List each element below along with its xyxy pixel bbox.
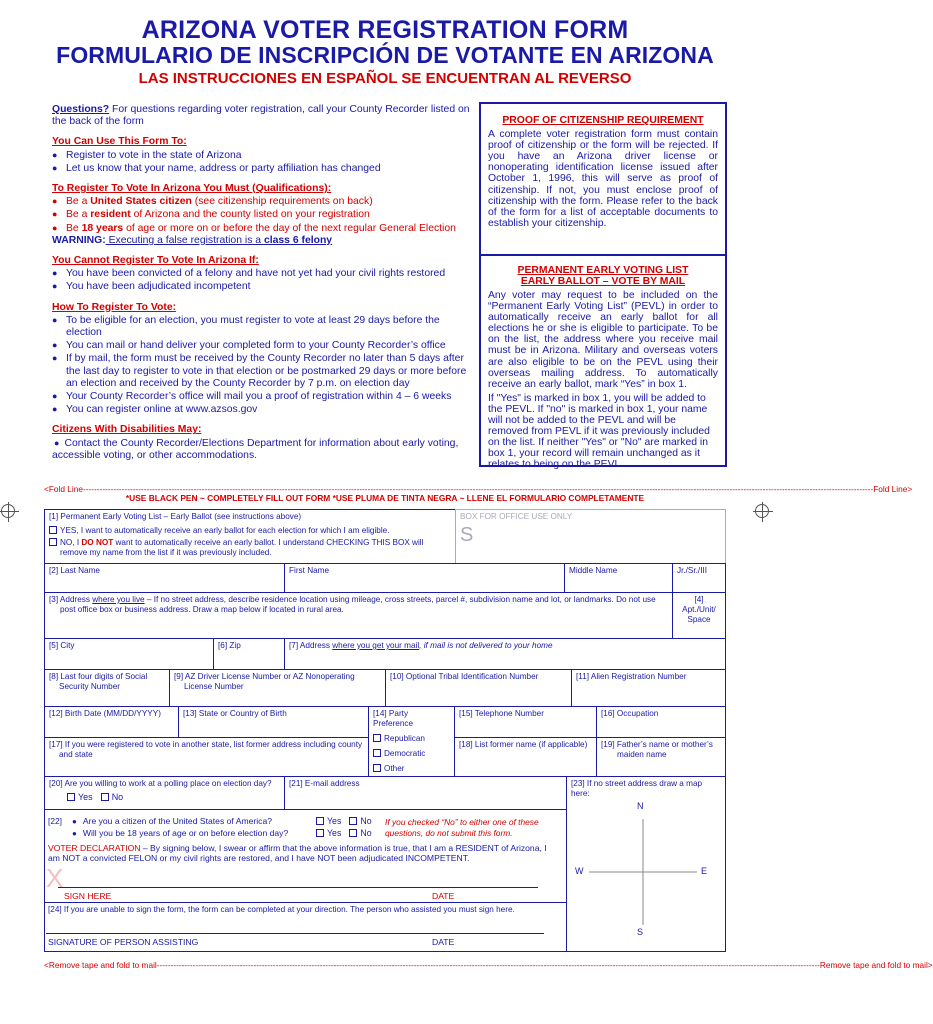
list-item: ● Be 18 years of age or more on or before the day of the next regular General Election <box>52 222 477 235</box>
form-title: ARIZONA VOTER REGISTRATION FORM <box>141 16 629 44</box>
assistant-date-label: DATE <box>432 937 455 947</box>
cannot-heading: You Cannot Register To Vote In Arizona If: <box>52 255 259 267</box>
residence-address-field[interactable]: [3] Address where you live – If no street address, describe residence location using mileage, cross streets, parcel #, subdivision name and lot, or landmarks. Do not use post office box or business address. Draw a map below if located in rural area. <box>44 592 673 639</box>
disabilities-heading: Citizens With Disabilities May: <box>52 424 202 436</box>
proof-text: A complete voter registration form must contain proof of citizenship or the form will be rejected. If you have an Arizona driver license or nonoperating identification license issued after October 1, 1996, this will serve as proof of citizenship. If not, you must enclose proof of citizenship with the form. Please refer to the back of the form for a list of acceptable documents to establish your citizenship. <box>488 129 718 229</box>
list-item: ● To be eligible for an election, you must register to vote at least 29 days before the election <box>52 314 477 339</box>
poll-worker-field: [20] Are you willing to work at a polling place on election day? Yes No <box>44 776 285 810</box>
other-party-checkbox[interactable] <box>373 764 381 772</box>
bottom-fold-line: <Remove tape and fold to mail ------------------------------------------------------------------------------------------------------------------------------------------------------------------------------------------------------------------------------------------------ Remove tape and fold to mail> <box>44 960 933 970</box>
birth-place-field[interactable]: [13] State or Country of Birth <box>178 706 369 738</box>
list-item: ● You have been convicted of a felony and have not yet had your civil rights restored <box>52 267 477 280</box>
age-yes-checkbox[interactable] <box>316 829 324 837</box>
list-item: ● You have been adjudicated incompetent <box>52 280 477 293</box>
signature-line[interactable] <box>58 887 538 888</box>
registration-mark-left <box>1 504 15 518</box>
poll-worker-yes-checkbox[interactable] <box>67 793 75 801</box>
questions-paragraph: Questions? For questions regarding voter registration, call your County Recorder listed on the back of the form <box>52 104 470 128</box>
last-name-field[interactable]: [2] Last Name <box>44 563 285 593</box>
list-item: ● You can mail or hand deliver your completed form to your County Recorder’s office <box>52 339 477 352</box>
apt-unit-field[interactable]: [4] Apt./Unit/ Space <box>672 592 726 639</box>
driver-license-field[interactable]: [9] AZ Driver License Number or AZ Nonoperating License Number <box>169 669 386 707</box>
former-name-field[interactable]: [18] List former name (if applicable) <box>454 737 597 777</box>
sign-x-mark: X <box>46 863 64 893</box>
divider <box>44 902 567 903</box>
use-heading: You Can Use This Form To: <box>52 136 187 148</box>
list-item: ● You can register online at www.azsos.gov <box>52 403 477 416</box>
how-heading: How To Register To Vote: <box>52 301 177 313</box>
compass-icon <box>567 777 725 951</box>
compass-south: S <box>637 927 644 937</box>
qualifications-heading: To Register To Vote In Arizona You Must (Qualifications): <box>52 183 332 195</box>
registration-form <box>44 509 726 952</box>
party-preference-field: [14] Party Preference Republican Democratic Other <box>368 706 455 776</box>
citizenship-answers: Yes No Yes No <box>316 816 372 839</box>
republican-checkbox[interactable] <box>373 734 381 742</box>
poll-worker-no-checkbox[interactable] <box>101 793 109 801</box>
field-22-label: [22] <box>48 816 62 826</box>
field-24-text: [24] If you are unable to sign the form, the form can be completed at your direction. The person who assisted you must sign here. <box>48 905 515 914</box>
date-label: DATE <box>432 891 455 901</box>
suffix-field[interactable]: Jr./Sr./III <box>672 563 726 593</box>
email-field[interactable]: [21] E-mail address <box>284 776 567 810</box>
list-item: ● Be a United States citizen (see citizenship requirements on back) <box>52 195 477 208</box>
compass-west: W <box>575 866 584 876</box>
divider <box>44 951 567 952</box>
pevl-heading: PERMANENT EARLY VOTING LIST <box>517 265 689 276</box>
parent-name-field[interactable]: [19] Father’s name or mother’s maiden name <box>596 737 726 777</box>
list-item: ● Register to vote in the state of Arizona <box>52 149 477 162</box>
pevl-yes-checkbox[interactable] <box>49 526 57 534</box>
form-title-spanish: FORMULARIO DE INSCRIPCIÓN DE VOTANTE EN ARIZONA <box>56 42 714 68</box>
disabilities-text: ● Contact the County Recorder/Elections Department for information about early voting, accessible voting, or other accommodations. <box>52 437 459 461</box>
occupation-field[interactable]: [16] Occupation <box>596 706 726 738</box>
telephone-field[interactable]: [15] Telephone Number <box>454 706 597 738</box>
instructions <box>52 104 477 462</box>
pevl-no-checkbox[interactable] <box>49 538 57 546</box>
pen-notice: *USE BLACK PEN ~ COMPLETELY FILL OUT FORM *USE PLUMA DE TINTA NEGRA ~ LLENE EL FORMULARIO COMPLETAMENTE <box>125 493 645 503</box>
proof-heading: PROOF OF CITIZENSHIP REQUIREMENT <box>502 115 704 126</box>
list-item: ● Be a resident of Arizona and the county listed on your registration <box>52 208 477 221</box>
office-use-box: BOX FOR OFFICE USE ONLY S <box>455 509 726 564</box>
sign-here-label: SIGN HERE <box>64 891 112 901</box>
mailing-address-field[interactable]: [7] Address where you get your mail, if mail is not delivered to your home <box>284 638 726 670</box>
list-item: ● Let us know that your name, address or party affiliation has changed <box>52 162 477 175</box>
citizen-no-checkbox[interactable] <box>349 817 357 825</box>
field-1-early-ballot: [1] Permanent Early Voting List – Early Ballot (see instructions above) YES, I want to automatically receive an early ballot for each election for which I am eligible. NO, I DO NOT want to automatically receive an early ballot. I understand CHECKING THIS BOX will remove my name from the list if it was previously included. <box>44 509 456 564</box>
ssn-field[interactable]: [8] Last four digits of Social Security Number <box>44 669 170 707</box>
birth-date-field[interactable]: [12] Birth Date (MM/DD/YYYY) <box>44 706 179 738</box>
citizenship-questions: ● Are you a citizen of the United States of America? ● Will you be 18 years of age or on before election day? <box>72 816 332 839</box>
registration-mark-right <box>755 504 769 518</box>
zip-field[interactable]: [6] Zip <box>213 638 285 670</box>
age-no-checkbox[interactable] <box>349 829 357 837</box>
warning: WARNING: Executing a false registration is a class 6 felony <box>52 234 333 246</box>
assistant-signature-line[interactable] <box>46 933 544 934</box>
list-item: ● If by mail, the form must be received by the County Recorder no later than 5 days after the last day to register to vote in that election or be postmarked 29 days or more before an election and received by the County Recorder by 7 p.m. on election day <box>52 352 477 390</box>
pevl-text-2: If "Yes" is marked in box 1, you will be added to the PEVL. If "no" is marked in box 1, your name will not be added to the PEVL and will be removed from PEVL if it was previously included on the list. If neither "Yes" or "No" are marked in box 1, your record will remain unchanged as it relates to being on the PEVL. <box>488 392 710 471</box>
list-item: ● Your County Recorder’s office will mail you a proof of registration within 4 – 6 weeks <box>52 390 477 403</box>
spanish-instructions-note: LAS INSTRUCCIONES EN ESPAÑOL SE ENCUENTRAN AL REVERSO <box>138 70 632 87</box>
middle-name-field[interactable]: Middle Name <box>564 563 673 593</box>
pevl-text: Any voter may request to be included on the “Permanent Early Voting List” (PEVL) in order to automatically receive an early ballot for all elections he or she is eligible to participate. To be on the list, the address where you receive mail must be in Arizona. Military and overseas voters are also eligible to be on the PEVL using their overseas mailing address. To automatically receive an early ballot, mark “Yes” in box 1. <box>488 290 718 390</box>
tribal-id-field[interactable]: [10] Optional Tribal Identification Number <box>385 669 572 707</box>
fold-line: <Fold Line ---------------------------------------------------------------------------------------------------------------------------------------------------------------------------------------------------------------------------------------------------------------------------------------------- Fold Line> <box>44 484 913 494</box>
democratic-checkbox[interactable] <box>373 749 381 757</box>
voter-declaration: VOTER DECLARATION – By signing below, I swear or affirm that the above information is true, that I am a RESIDENT of Arizona, I am NOT a convicted FELON or my civil rights are restored, and I have NOT been adjudicated INCOMPETENT. <box>48 843 547 864</box>
map-field[interactable]: [23] If no street address draw a map here: N S W E <box>566 776 726 952</box>
alien-registration-field[interactable]: [11] Alien Registration Number <box>571 669 726 707</box>
citizen-yes-checkbox[interactable] <box>316 817 324 825</box>
first-name-field[interactable]: First Name <box>284 563 565 593</box>
former-address-field[interactable]: [17] If you were registered to vote in another state, list former address including county and state <box>44 737 369 777</box>
pevl-subheading: EARLY BALLOT – VOTE BY MAIL <box>520 276 686 287</box>
city-field[interactable]: [5] City <box>44 638 214 670</box>
compass-north: N <box>637 801 644 811</box>
citizenship-warning: If you checked “No” to either one of these questions, do not submit this form. <box>385 817 539 839</box>
compass-east: E <box>701 866 708 876</box>
assistant-signature-label: SIGNATURE OF PERSON ASSISTING <box>48 937 199 947</box>
sidebar-box <box>479 102 727 471</box>
